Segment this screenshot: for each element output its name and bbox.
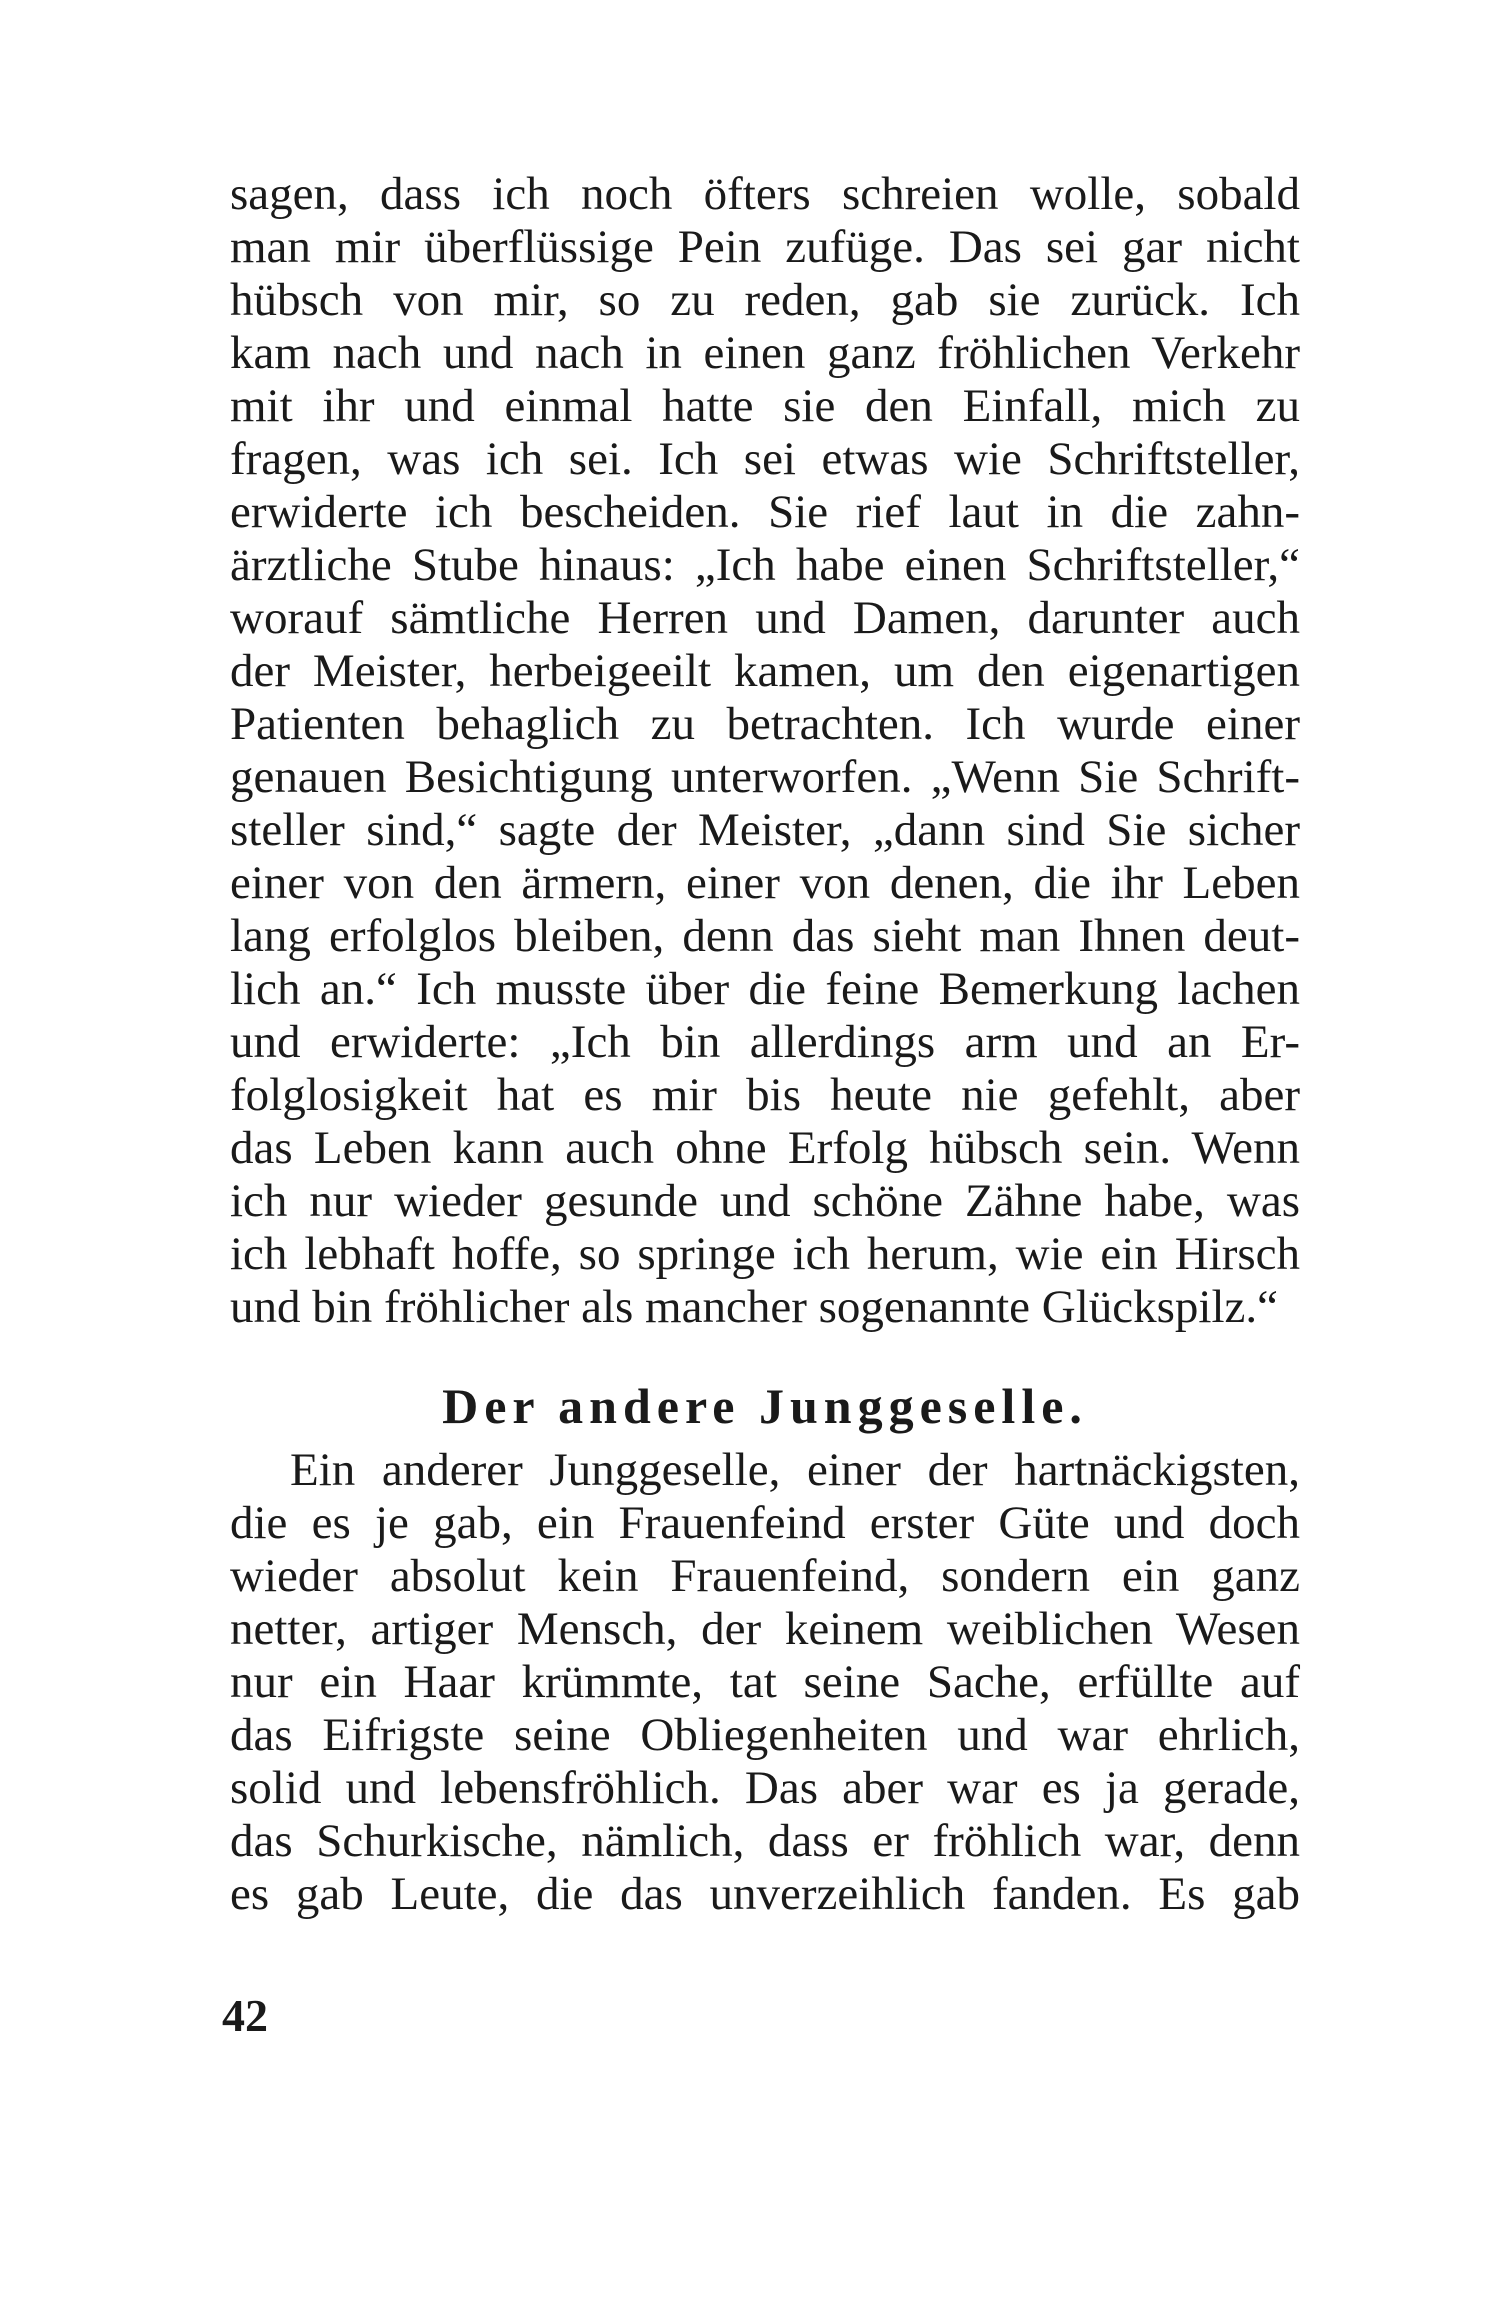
text-line: der Meister, herbeigeeilt kamen, um den eigenartigen xyxy=(230,645,1300,697)
text-line: und bin fröhlicher als mancher sogenannte Glückspilz.“ xyxy=(230,1281,1279,1333)
text-line: lang erfolglos bleiben, denn das sieht man Ihnen deut- xyxy=(230,910,1300,962)
text-line: fragen, was ich sei. Ich sei etwas wie Schriftsteller, xyxy=(230,433,1300,485)
text-line: das Leben kann auch ohne Erfolg hübsch sein. Wenn xyxy=(230,1122,1300,1174)
text-line: kam nach und nach in einen ganz fröhlichen Verkehr xyxy=(230,327,1300,379)
text-line: man mir überflüssige Pein zufüge. Das sei gar nicht xyxy=(230,221,1300,273)
text-line: das Schurkische, nämlich, dass er fröhlich war, denn xyxy=(230,1815,1300,1867)
text-line: es gab Leute, die das unverzeihlich fanden. Es gab xyxy=(230,1868,1300,1920)
text-line: solid und lebensfröhlich. Das aber war es ja gerade, xyxy=(230,1762,1300,1814)
text-line: ärztliche Stube hinaus: „Ich habe einen Schriftsteller,“ xyxy=(230,539,1300,591)
text-line: das Eifrigste seine Obliegenheiten und war ehrlich, xyxy=(230,1709,1300,1761)
text-line: lich an.“ Ich musste über die feine Bemerkung lachen xyxy=(230,963,1300,1015)
section-heading: Der andere Junggeselle. xyxy=(442,1378,1088,1434)
text-line: ich nur wieder gesunde und schöne Zähne habe, was xyxy=(230,1175,1300,1227)
text-line: netter, artiger Mensch, der keinem weiblichen Wesen xyxy=(230,1603,1300,1655)
text-line: hübsch von mir, so zu reden, gab sie zurück. Ich xyxy=(230,274,1300,326)
text-line: erwiderte ich bescheiden. Sie rief laut in die zahn- xyxy=(230,486,1300,538)
text-line: Patienten behaglich zu betrachten. Ich wurde einer xyxy=(230,698,1300,750)
text-line: und erwiderte: „Ich bin allerdings arm und an Er- xyxy=(230,1016,1300,1068)
text-line: einer von den ärmern, einer von denen, die ihr Leben xyxy=(230,857,1300,909)
page-number: 42 xyxy=(222,1990,268,2041)
text-line: Ein anderer Junggeselle, einer der hartnäckigsten, xyxy=(290,1444,1300,1496)
paragraph-section xyxy=(230,1444,1300,1921)
text-line: folglosigkeit hat es mir bis heute nie gefehlt, aber xyxy=(230,1069,1300,1121)
text-line: nur ein Haar krümmte, tat seine Sache, erfüllte auf xyxy=(230,1656,1300,1708)
text-line: wieder absolut kein Frauenfeind, sondern ein ganz xyxy=(230,1550,1300,1602)
text-line: genauen Besichtigung unterworfen. „Wenn Sie Schrift- xyxy=(230,751,1300,803)
text-line: die es je gab, ein Frauenfeind erster Güte und doch xyxy=(230,1497,1300,1549)
text-line: steller sind,“ sagte der Meister, „dann sind Sie sicher xyxy=(230,804,1300,856)
text-line: worauf sämtliche Herren und Damen, darunter auch xyxy=(230,592,1300,644)
book-page-text xyxy=(230,168,1300,1921)
text-line: mit ihr und einmal hatte sie den Einfall, mich zu xyxy=(230,380,1300,432)
text-line: sagen, dass ich noch öfters schreien wolle, sobald xyxy=(230,168,1300,220)
text-line: ich lebhaft hoffe, so springe ich herum, wie ein Hirsch xyxy=(230,1228,1300,1280)
paragraph-continued xyxy=(230,168,1300,1334)
